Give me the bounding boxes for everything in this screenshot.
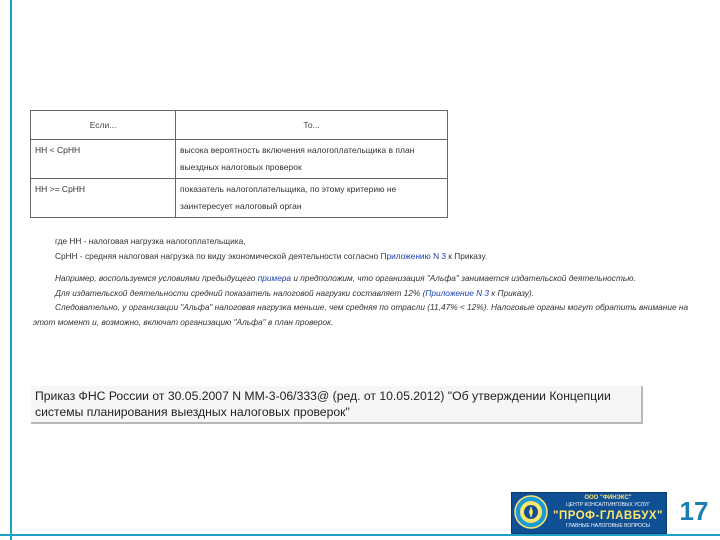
table-cell-result: высока вероятность включения налогоплательщика в план выездных налоговых проверок [176,140,448,179]
bottom-accent-line [0,534,720,536]
definition-srnn [33,249,703,264]
example-average-end: к Приказу). [489,287,534,298]
definition-srnn-end: к Приказу. [446,250,488,261]
table-header-condition: Если... [31,111,176,140]
example-intro [33,271,703,286]
explanation-notes [33,234,703,329]
appendix-3-link[interactable]: Приложению N 3 [380,250,446,261]
table-header-result: То... [176,111,448,140]
example-average [33,286,703,301]
definition-nn: где НН - налоговая нагрузка налогоплательщика, [55,236,246,246]
table-cell-condition: НН < СрНН [31,140,176,179]
logo-company-name: ООО "ФИНЭКС" [584,495,632,501]
table-row [31,179,448,218]
source-reference-callout: Приказ ФНС России от 30.05.2007 N ММ-3-06/333@ (ред. от 10.05.2012) "Об утверждении Концепции системы планирования выездных налоговых проверок" [31,386,643,424]
logo-tagline-top: ЦЕНТР КОНСАЛТИНГОВЫХ УСЛУГ [566,502,650,508]
example-average-text: Для издательской деятельности средний показатель налоговой нагрузки составляет 12% ( [55,287,426,298]
example-link[interactable]: примера [257,273,292,283]
logo-brand-name: "ПРОФ-ГЛАВБУХ" [553,510,663,522]
table-cell-result: показатель налогоплательщика, по этому критерию не заинтересует налоговый орган [176,179,448,218]
criteria-table [30,110,448,218]
page-number: 17 [679,496,709,526]
definition-srnn-text: СрНН - средняя налоговая нагрузка по виду экономической деятельности согласно [55,250,381,261]
emblem-icon [514,495,548,529]
table-header-row [31,111,448,140]
table-cell-condition: НН >= СрНН [31,179,176,218]
appendix-3-link-2[interactable]: Приложение N 3 [425,287,490,298]
example-conclusion: Следовательно, у организации "Альфа" налоговая нагрузка меньше, чем средняя по отрасли (11,47% < 12%). Налоговые органы могут обратить внимание на этот момент и, возможно, включат организацию "Альфа" в план проверок. [33,302,689,327]
example-intro-text: Например, воспользуемся условиями предыдущего [55,273,258,283]
company-logo [511,492,667,534]
left-accent-line [10,0,12,540]
example-intro-end: и предположим, что организация "Альфа" занимается издательской деятельностью. [291,273,636,283]
table-row [31,140,448,179]
logo-tagline-bottom: ГЛАВНЫЕ НАЛОГОВЫЕ ВОПРОСЫ [566,523,650,529]
